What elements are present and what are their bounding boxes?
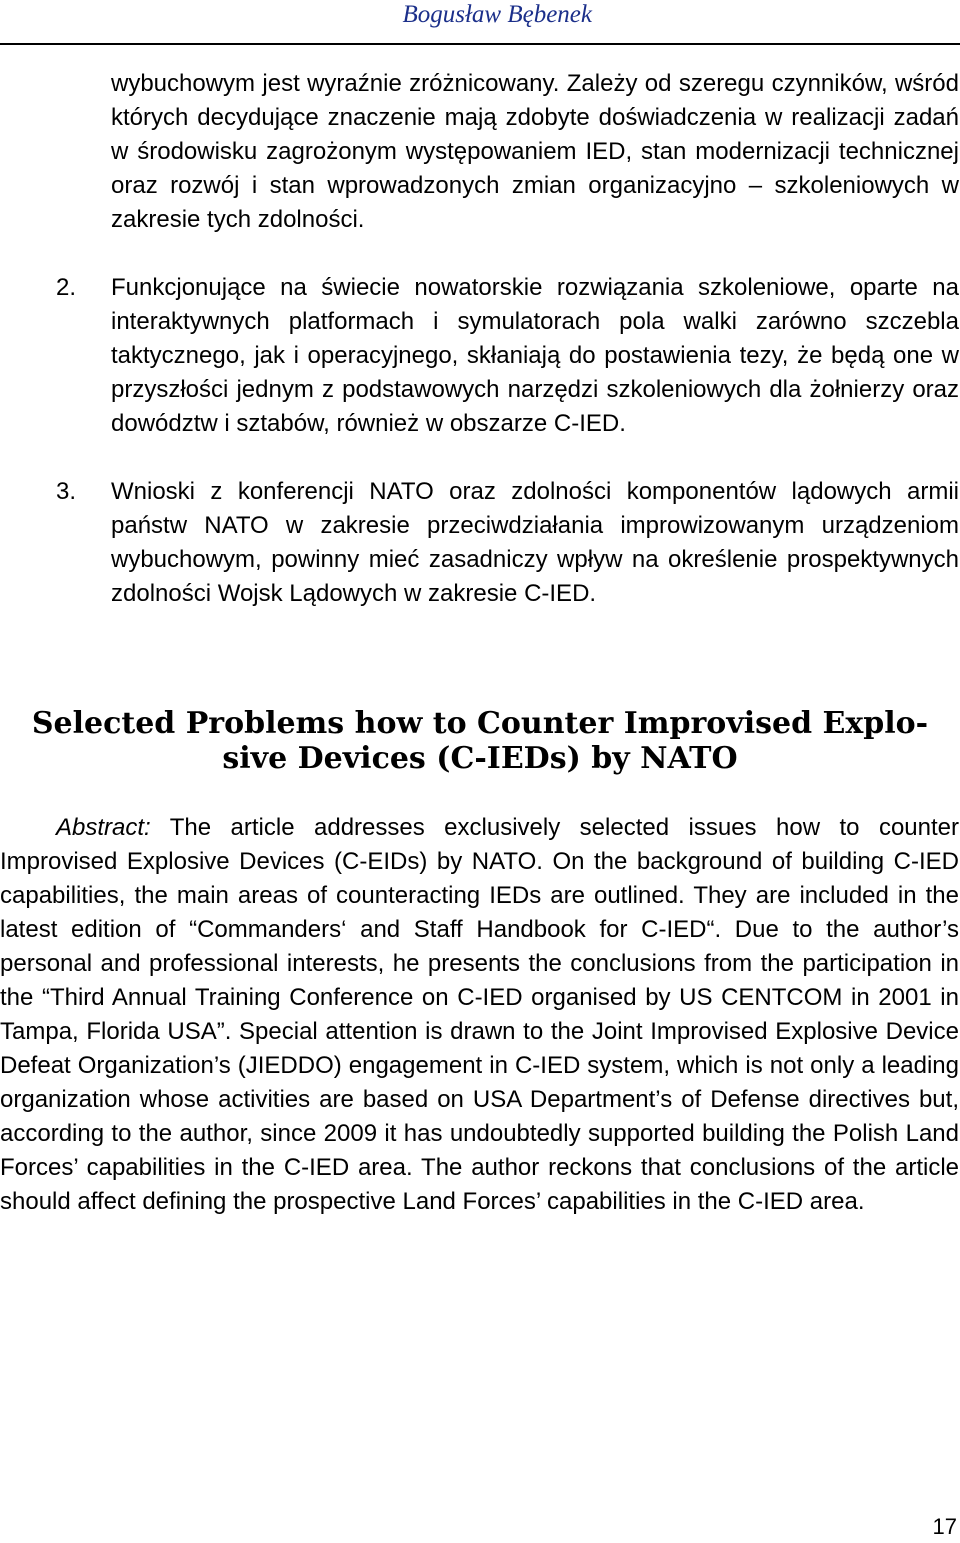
list-item-number: 3. — [56, 478, 77, 505]
abstract-text: The article addresses exclusively selected issues how to counter Improvised Explosive Devices (C-EIDs) by NATO. On the background of building C-IED capabilities, the main areas of counteracting IEDs are outlined. They are included in the latest edition of “Commanders‘ and Staff Handbook for C-IED“. Due to the author’s personal and professional interests, he presents the conclusions from the participation in the “Third Annual Training Conference on C-IED organised by US CENTCOM in 2001 in Tampa, Florida USA”. Special attention is drawn to the Joint Improvised Explosive Device Defeat Organization’s (JIEDDO) engagement in C-IED system, which is not only a leading organization whose activities are based on USA Department’s of Defense directives but, according to the author, since 2009 it has undoubtedly supported building the Polish Land Forces’ capabilities in the C-IED area. The author reckons that conclusions of the article should affect defining the prospective Land Forces’ capabilities in the C-IED area. — [0, 814, 959, 1215]
section-title — [0, 706, 960, 776]
list-item-text: Wnioski z konferencji NATO oraz zdolności komponentów lądowych armii państw NATO w zakresie przeciwdziałania improwizowanym urządzeniom wybuchowym, powinny mieć zasadniczy wpływ na określenie prospektywnych zdolności Wojsk Lądowych w zakresie C-IED. — [111, 478, 959, 607]
running-head-author: Bogusław Bębenek — [402, 1, 592, 28]
abstract-paragraph — [0, 811, 959, 1219]
list-item-text: Funkcjonujące na świecie nowatorskie rozwiązania szkoleniowe, oparte na interaktywnych platformach i symulatorach pola walki zarówno szczebla taktycznego, jak i operacyjnego, skłaniają do postawienia tezy, że będą one w przyszłości jednym z podstawowych narzędzi szkoleniowych dla żołnierzy oraz dowództw i sztabów, również w obszarze C-IED. — [111, 274, 959, 437]
header-divider — [0, 43, 960, 45]
page-number: 17 — [932, 1514, 957, 1539]
list-item — [56, 475, 959, 611]
section-title-line-1: Selected Problems how to Counter Improvised Explo- — [31, 706, 929, 741]
list-item-number: 2. — [56, 274, 77, 301]
list-item — [56, 271, 959, 441]
body-paragraph: wybuchowym jest wyraźnie zróżnicowany. Zależy od szeregu czynników, wśród których decydujące znaczenie mają zdobyte doświadczenia w realizacji zadań w środowisku zagrożonym występowaniem IED, stan modernizacji technicznej oraz rozwój i stan wprowadzonych zmian organizacyjno – szkoleniowych w zakresie tych zdolności. — [111, 70, 959, 233]
section-title-line-2: sive Devices (C-IEDs) by NATO — [222, 741, 738, 776]
abstract-label: Abstract: — [56, 814, 151, 841]
